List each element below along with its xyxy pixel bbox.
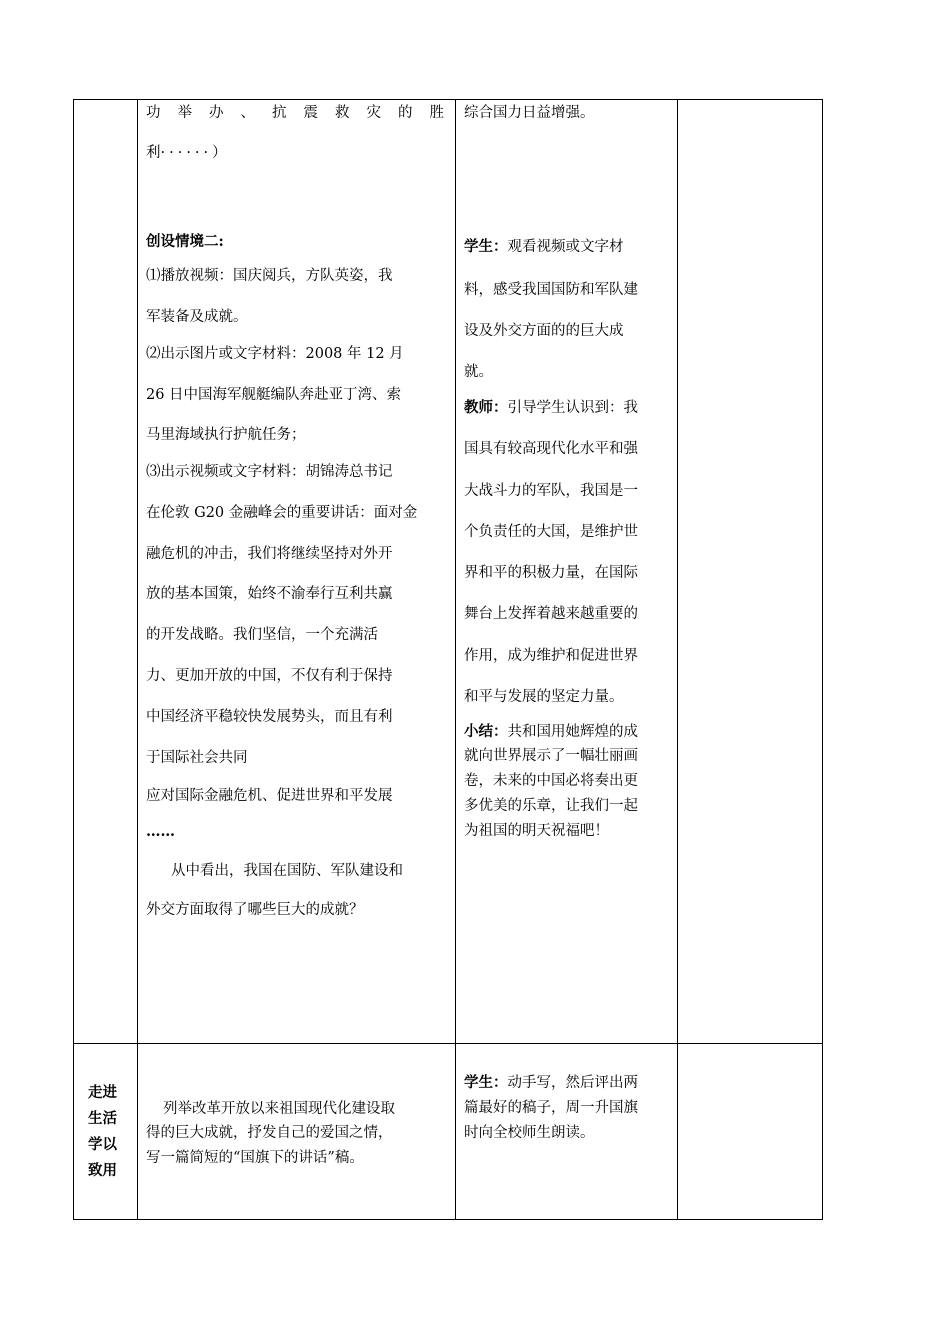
row-divider: [74, 1043, 822, 1044]
teacher-line: 界和平的积极力量，在国际: [464, 565, 638, 581]
task-line: 写一篇简短的“国旗下的讲话”稿。: [146, 1150, 364, 1166]
section-heading-line: 致用: [88, 1162, 117, 1179]
student-line: 设及外交方面的的巨大成: [464, 323, 624, 339]
scenario-line: ⑵出示图片或文字材料：2008 年 12 月: [146, 346, 404, 362]
scenario-title: 创设情境二:: [146, 233, 224, 250]
scenario-line: 中国经济平稳较快发展势头，而且有利: [146, 709, 393, 725]
student-label: 学生：: [464, 1074, 508, 1091]
question-line: 外交方面取得了哪些巨大的成就？: [146, 902, 364, 918]
teacher-line: 个负责任的大国，是维护世: [464, 524, 638, 540]
column-divider: [677, 100, 678, 1219]
section-heading-line: 走进: [88, 1084, 117, 1101]
summary-line: 多优美的乐章，让我们一起: [464, 798, 638, 814]
scenario-line: 26 日中国海军舰艇编队奔赴亚丁湾、索: [146, 387, 402, 403]
column-divider: [137, 100, 138, 1219]
teacher-line: 和平与发展的坚定力量。: [464, 689, 624, 705]
scenario-line: 军装备及成就。: [146, 309, 248, 325]
teacher-label: 教师：: [464, 399, 508, 416]
student-line: 就。: [464, 364, 493, 380]
lead-text-line: 利······）: [146, 145, 227, 161]
scenario-line: 放的基本国策，始终不渝奉行互利共赢: [146, 586, 393, 602]
scenario-line: 的开发战略。我们坚信，一个充满活: [146, 627, 378, 643]
summary-line: 就向世界展示了一幅壮丽画: [464, 748, 638, 764]
scenario-line: 应对国际金融危机、促进世界和平发展: [146, 788, 393, 804]
teacher-line: 国具有较高现代化水平和强: [464, 441, 638, 457]
student-line: 时向全校师生朗读。: [464, 1125, 595, 1141]
summary-label: 小结：: [464, 723, 508, 740]
student-line: 料，感受我国国防和军队建: [464, 282, 638, 298]
summary-line: 小结：共和国用她辉煌的成: [464, 723, 638, 740]
student-line: 学生：观看视频或文字材: [464, 238, 624, 255]
summary-line: 卷，未来的中国必将奏出更: [464, 773, 638, 789]
scenario-line: ⑴播放视频：国庆阅兵，方队英姿，我: [146, 268, 393, 284]
scenario-line: ⑶出示视频或文字材料：胡锦涛总书记: [146, 464, 393, 480]
question-line: 从中看出，我国在国防、军队建设和: [171, 863, 403, 879]
scenario-line: ……: [146, 823, 175, 840]
scenario-line: 在伦敦 G20 金融峰会的重要讲话：面对金: [146, 505, 418, 521]
task-line: 列举改革开放以来祖国现代化建设取: [163, 1101, 395, 1117]
student-line: 篇最好的稿子，周一升国旗: [464, 1100, 638, 1116]
student-label: 学生：: [464, 238, 508, 255]
section-heading-line: 学以: [88, 1136, 117, 1153]
section-heading-line: 生活: [88, 1110, 117, 1127]
teacher-line: 教师：引导学生认识到：我: [464, 399, 638, 416]
teacher-line: 大战斗力的军队，我国是一: [464, 483, 638, 499]
scenario-line: 马里海域执行护航任务；: [146, 427, 306, 443]
teacher-line: 作用，成为维护和促进世界: [464, 648, 638, 664]
student-line: 学生：动手写，然后评出两: [464, 1074, 638, 1091]
right-top-text: 综合国力日益增强。: [464, 105, 595, 121]
column-divider: [455, 100, 456, 1219]
scenario-line: 力、更加开放的中国，不仅有利于保持: [146, 668, 393, 684]
lead-text-line: 功举办、抗震救灾的胜: [146, 105, 461, 121]
summary-line: 为祖国的明天祝福吧！: [464, 823, 609, 839]
scenario-line: 于国际社会共同: [146, 750, 248, 766]
task-line: 得的巨大成就，抒发自己的爱国之情，: [146, 1125, 393, 1141]
scenario-line: 融危机的冲击，我们将继续坚持对外开: [146, 546, 393, 562]
teacher-line: 舞台上发挥着越来越重要的: [464, 606, 638, 622]
